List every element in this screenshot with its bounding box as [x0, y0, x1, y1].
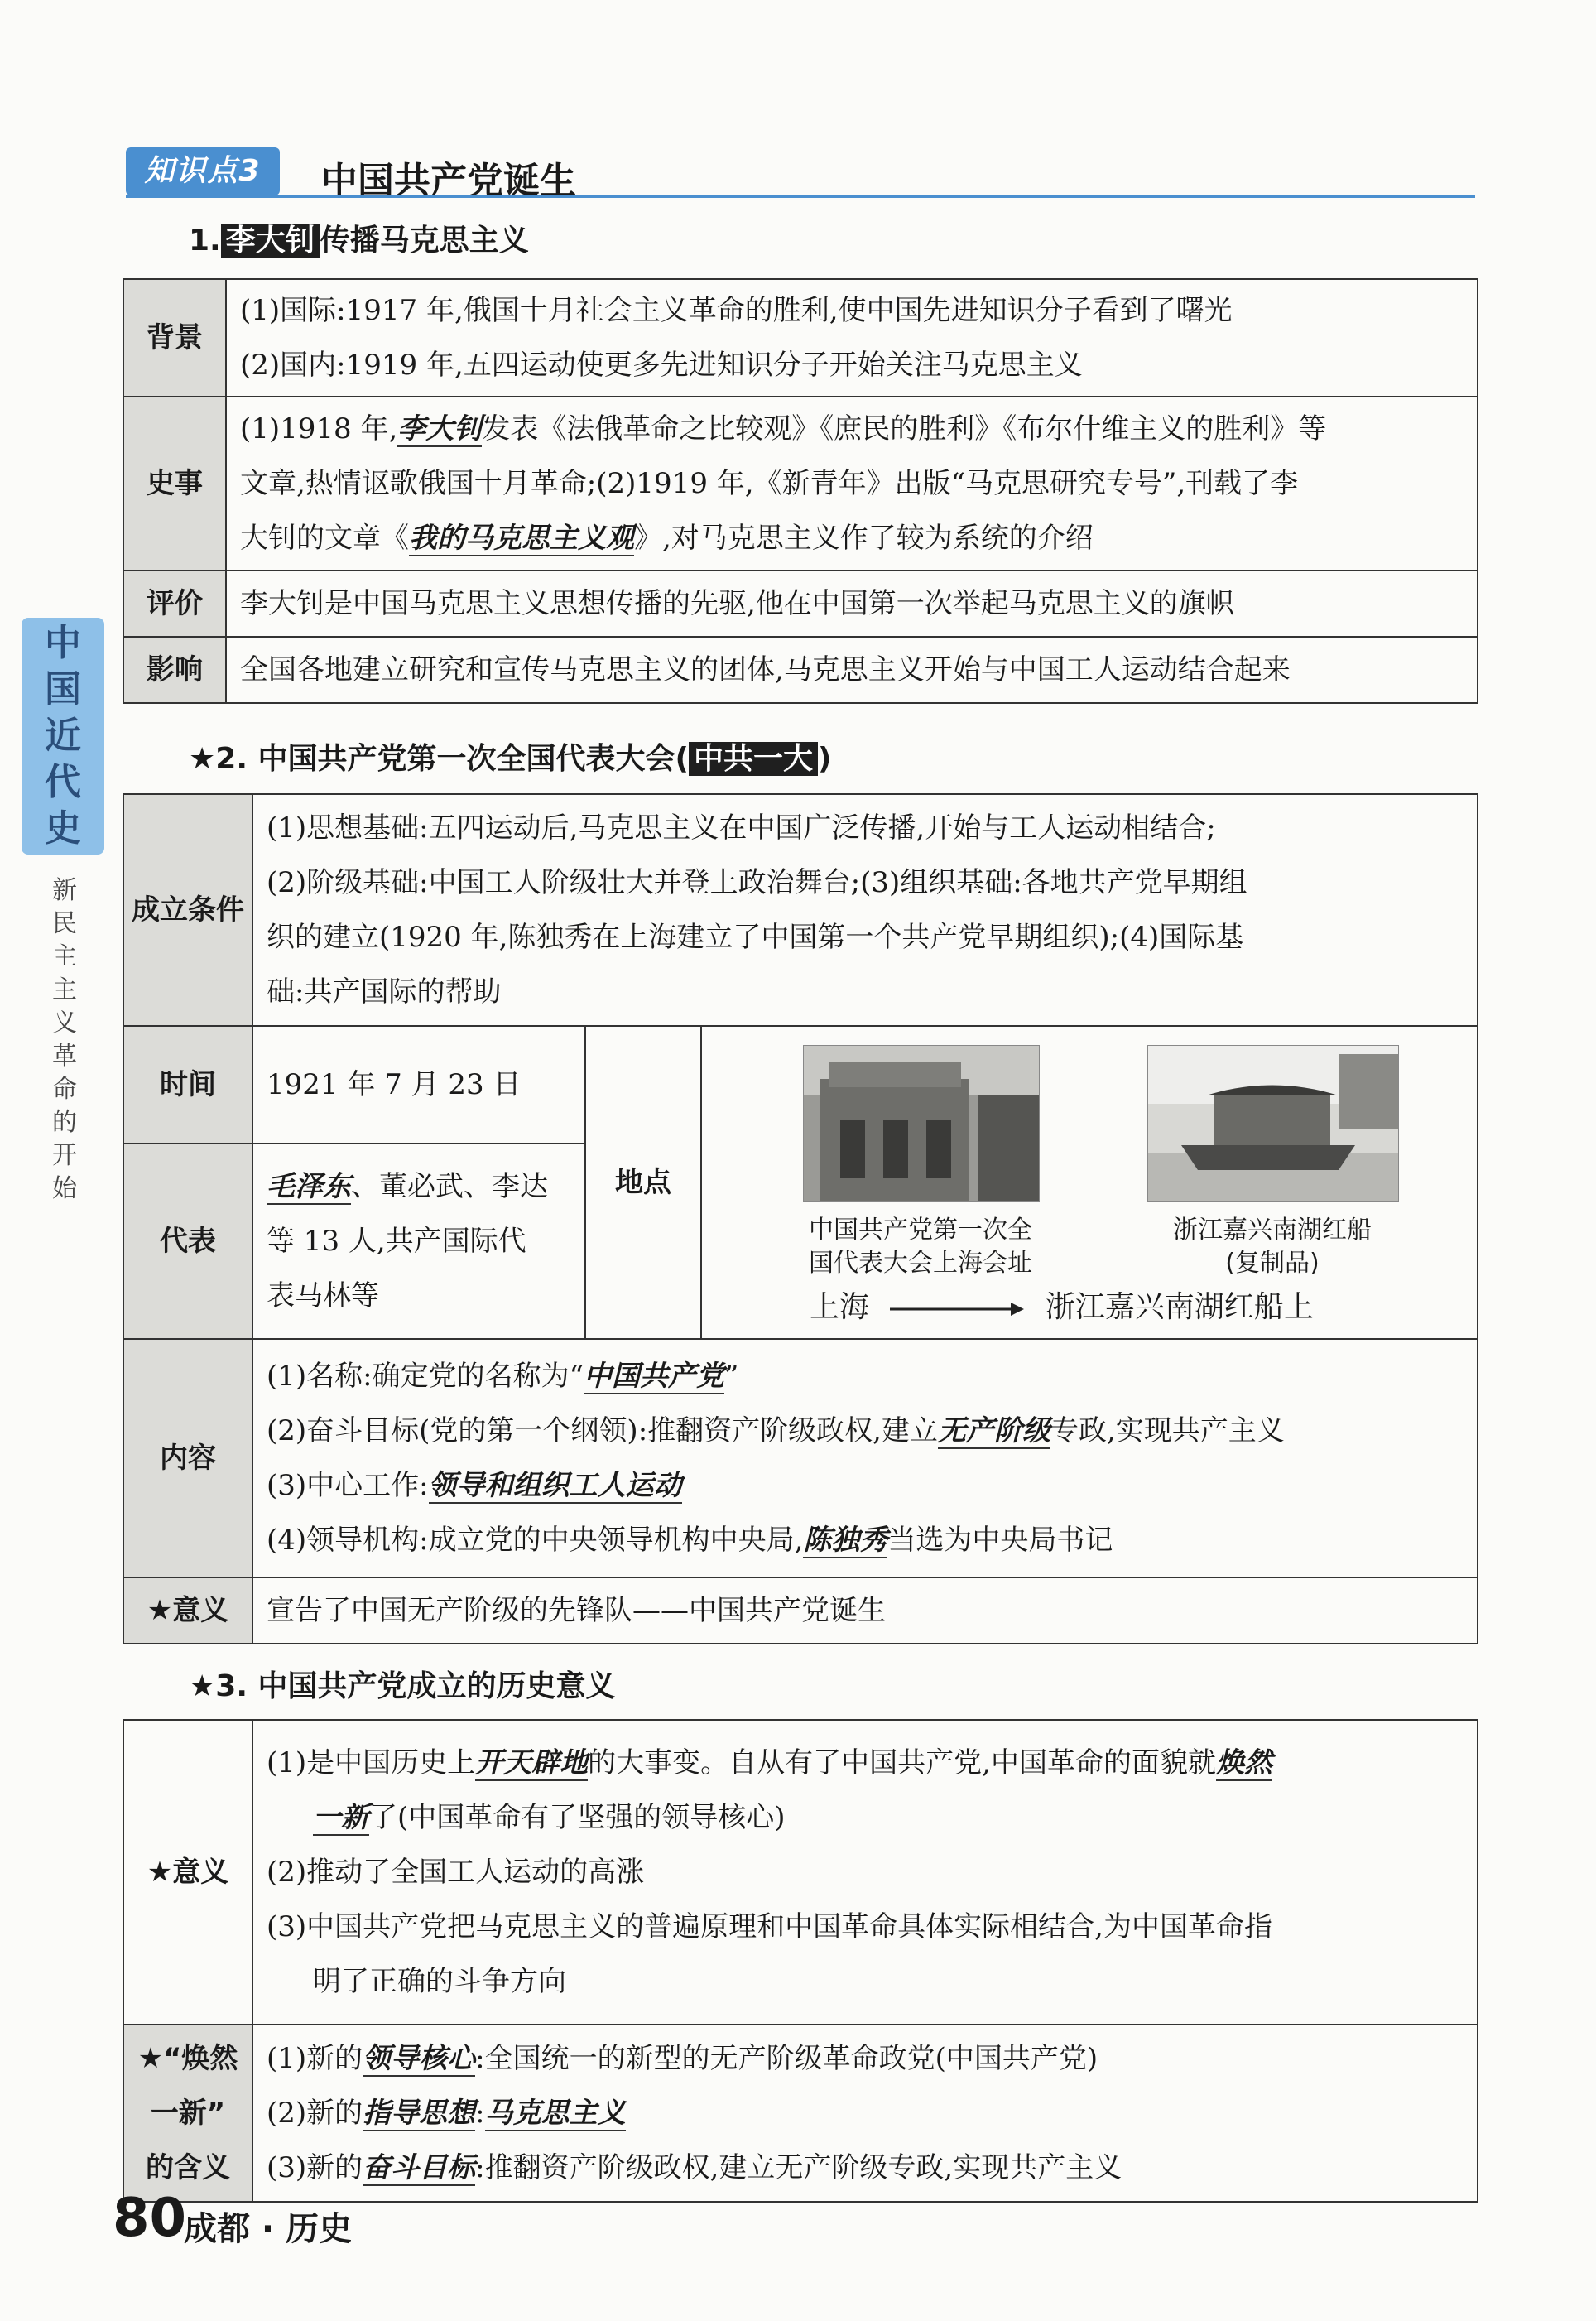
- section-2-title: [189, 735, 831, 778]
- content-line: 全国各地建立研究和宣传马克思主义的团体,马克思主义开始与中国工人运动结合起来: [240, 653, 1291, 686]
- row-header: 代表: [123, 1144, 252, 1339]
- text-run: (1)1918 年,: [240, 412, 398, 445]
- knowledge-point-badge: 知识点3: [126, 147, 280, 195]
- table-row: [123, 279, 1478, 397]
- chapter-subtitle: [46, 874, 83, 1206]
- section-2-title-text: ★2. 中国共产党第一次全国代表大会(: [189, 742, 689, 776]
- row-header: ★意义: [123, 1577, 252, 1644]
- subtitle-char: 始: [52, 1174, 77, 1203]
- handwritten-fill: 奋斗目标: [363, 2151, 476, 2184]
- table-row: [123, 397, 1478, 571]
- row-header: 评价: [123, 571, 226, 637]
- row-content: [252, 1339, 1478, 1577]
- text-run: 了(中国革命有了坚强的领导核心): [369, 1801, 786, 1834]
- content-line: [267, 1513, 1464, 1567]
- side-tab-char: 近: [45, 715, 81, 757]
- row-header: 影响: [123, 637, 226, 703]
- title-underline: [126, 195, 1475, 198]
- red-boat-photo: [1147, 1045, 1399, 1202]
- content-line: (1)国际:1917 年,俄国十月社会主义革命的胜利,使中国先进知识分子看到了曙光: [240, 294, 1233, 327]
- subtitle-char: 民: [52, 909, 77, 938]
- table-row: [123, 571, 1478, 637]
- handwritten-fill: 一新: [313, 1801, 369, 1834]
- section-1-title: [189, 217, 529, 259]
- table-row: [123, 1339, 1478, 1577]
- subtitle-char: 主: [52, 942, 77, 971]
- subtitle-char: 的: [52, 1108, 77, 1137]
- section-1-highlight: 李大钊: [221, 224, 320, 258]
- time-value: 1921 年 7 月 23 日: [252, 1026, 585, 1144]
- section-3-title: ★3. 中国共产党成立的历史意义: [189, 1669, 616, 1703]
- header-line: 一新”: [150, 2097, 226, 2130]
- place-route: [810, 1283, 1314, 1326]
- place-header: 地点: [585, 1026, 701, 1339]
- page-title: 中国共产党诞生: [321, 160, 576, 202]
- row-content: [252, 1720, 1478, 2025]
- content-line: [267, 1404, 1464, 1458]
- content-line: [240, 402, 1464, 456]
- content-line: 明了正确的斗争方向: [313, 1965, 566, 1998]
- handwritten-fill: 陈独秀: [803, 1524, 888, 1557]
- text-run: 的大事变。自从有了中国共产党,中国革命的面貌就: [588, 1746, 1216, 1779]
- content-line: 文章,热情讴歌俄国十月革命;(2)1919 年,《新青年》出版“马克思研究专号”,刊载了李: [240, 467, 1299, 500]
- content-line: [267, 1159, 571, 1214]
- side-tab-char: 中: [45, 622, 81, 664]
- text-run: (1)新的: [267, 2042, 363, 2075]
- side-tab-char: 代: [45, 761, 81, 803]
- content-line: 等 13 人,共产国际代: [267, 1225, 526, 1258]
- header-line: ★“焕然: [137, 2042, 238, 2075]
- side-tab-char: 史: [45, 807, 81, 850]
- subtitle-char: 革: [52, 1042, 77, 1071]
- content-line: (1)思想基础:五四运动后,马克思主义在中国广泛传播,开始与工人运动相结合;: [267, 811, 1216, 845]
- content-line: (2)国内:1919 年,五四运动使更多先进知识分子开始关注马克思主义: [240, 349, 1083, 382]
- row-header: 内容: [123, 1339, 252, 1577]
- handwritten-fill: 毛泽东: [267, 1170, 351, 1203]
- page-number: 80: [113, 2188, 187, 2249]
- row-content: [226, 637, 1478, 703]
- content-line: (2)阶级基础:中国工人阶级壮大并登上政治舞台;(3)组织基础:各地共产党早期组: [267, 866, 1247, 899]
- content-line: [267, 2031, 1464, 2086]
- row-content: [252, 1144, 585, 1339]
- content-line: [267, 1790, 1464, 1845]
- handwritten-fill: 我的马克思主义观: [409, 522, 634, 555]
- subtitle-char: 新: [52, 876, 77, 905]
- content-line: [267, 1736, 1464, 1790]
- text-run: ”: [724, 1360, 739, 1393]
- section-1-table: [123, 278, 1478, 704]
- text-run: (4)领导机构:成立党的中央领导机构中央局,: [267, 1524, 804, 1557]
- table-row: [123, 1577, 1478, 1644]
- text-run: (2)奋斗目标(党的第一个纲领):推翻资产阶级政权,建立: [267, 1414, 938, 1447]
- subtitle-char: 开: [52, 1141, 77, 1170]
- section-2-highlight: 中共一大: [689, 742, 818, 776]
- text-run: :推翻资产阶级政权,建立无产阶级专政,实现共产主义: [475, 2151, 1122, 2184]
- row-content: [252, 794, 1478, 1026]
- content-line: [267, 1349, 1464, 1404]
- text-run: 、董必武、李达: [351, 1170, 548, 1203]
- section-3-table: [123, 1719, 1478, 2203]
- text-run: :: [475, 2097, 485, 2130]
- row-content: 宣告了中国无产阶级的先锋队——中国共产党诞生: [252, 1577, 1478, 1644]
- handwritten-fill: 领导和组织工人运动: [428, 1469, 682, 1502]
- row-header: ★意义: [123, 1720, 252, 2025]
- content-line: 础:共产国际的帮助: [267, 975, 502, 1009]
- table-row: [123, 2025, 1478, 2202]
- content-line: 表马林等: [267, 1279, 379, 1312]
- handwritten-fill: 无产阶级: [937, 1414, 1050, 1447]
- text-run: :全国统一的新型的无产阶级革命政党(中国共产党): [475, 2042, 1098, 2075]
- content-line: 李大钊是中国马克思主义思想传播的先驱,他在中国第一次举起马克思主义的旗帜: [240, 587, 1234, 620]
- table-row: [123, 637, 1478, 703]
- route-end: 浙江嘉兴南湖红船上: [1045, 1290, 1314, 1324]
- subtitle-char: 主: [52, 975, 77, 1004]
- row-header: 史事: [123, 397, 226, 571]
- content-line: (3)中国共产党把马克思主义的普遍原理和中国革命具体实际相结合,为中国革命指: [267, 1910, 1272, 1943]
- content-line: [267, 1458, 1464, 1513]
- text-run: (2)新的: [267, 2097, 363, 2130]
- row-content: [226, 571, 1478, 637]
- header-text: 成立条件: [132, 893, 244, 927]
- red-boat-caption: [1139, 1214, 1406, 1280]
- section-1-title-text: 传播马克思主义: [320, 224, 529, 258]
- handwritten-fill: 中国共产党: [584, 1360, 724, 1393]
- text-run: (1)名称:确定党的名称为“: [267, 1360, 584, 1393]
- header-line: 的含义: [146, 2151, 230, 2184]
- section-1-number: 1.: [189, 224, 221, 258]
- arrow-right-icon: [887, 1299, 1027, 1319]
- row-header: [123, 794, 252, 1026]
- row-header: 时间: [123, 1026, 252, 1144]
- route-start: 上海: [810, 1290, 870, 1324]
- content-line: [267, 2140, 1464, 2195]
- text-run: 发表《法俄革命之比较观》《庶民的胜利》《布尔什维主义的胜利》等: [482, 412, 1327, 445]
- handwritten-fill: 马克思主义: [484, 2097, 626, 2130]
- table-row: [123, 1720, 1478, 2025]
- table-row: [123, 794, 1478, 1026]
- caption-line: (复制品): [1225, 1249, 1320, 1278]
- text-run: 专政,实现共产主义: [1050, 1414, 1285, 1447]
- chapter-side-tab: [22, 618, 104, 855]
- text-run: 大钊的文章《: [240, 522, 409, 555]
- content-line: 织的建立(1920 年,陈独秀在上海建立了中国第一个共产党早期组织);(4)国际基: [267, 921, 1244, 954]
- footer-label: 成都 · 历史: [184, 2210, 353, 2248]
- row-content: [226, 397, 1478, 571]
- caption-line: 国代表大会上海会址: [809, 1249, 1032, 1278]
- side-tab-char: 国: [45, 668, 81, 710]
- row-header: [123, 2025, 252, 2202]
- text-run: (3)新的: [267, 2151, 363, 2184]
- text-run: (1)是中国历史上: [267, 1746, 476, 1779]
- section-2-title-end: ): [818, 742, 832, 776]
- content-line: (2)推动了全国工人运动的高涨: [267, 1856, 645, 1889]
- row-content: [252, 2025, 1478, 2202]
- handwritten-fill: 开天辟地: [475, 1746, 589, 1779]
- caption-line: 浙江嘉兴南湖红船: [1173, 1216, 1372, 1245]
- subtitle-char: 义: [52, 1009, 77, 1038]
- handwritten-fill: 李大钊: [397, 412, 483, 445]
- handwritten-fill: 焕然: [1215, 1746, 1272, 1779]
- text-run: 》,对马克思主义作了较为系统的介绍: [634, 522, 1094, 555]
- caption-line: 中国共产党第一次全: [809, 1216, 1032, 1245]
- handwritten-fill: 指导思想: [363, 2097, 476, 2130]
- subtitle-char: 命: [52, 1075, 77, 1104]
- handwritten-fill: 领导核心: [363, 2042, 476, 2075]
- row-content: [226, 279, 1478, 397]
- shanghai-site-caption: [780, 1214, 1061, 1280]
- row-header: 背景: [123, 279, 226, 397]
- content-line: [240, 511, 1464, 566]
- content-line: [267, 2086, 1464, 2140]
- text-run: (3)中心工作:: [267, 1469, 429, 1502]
- text-run: 当选为中央局书记: [887, 1524, 1113, 1557]
- shanghai-site-photo: [803, 1045, 1040, 1202]
